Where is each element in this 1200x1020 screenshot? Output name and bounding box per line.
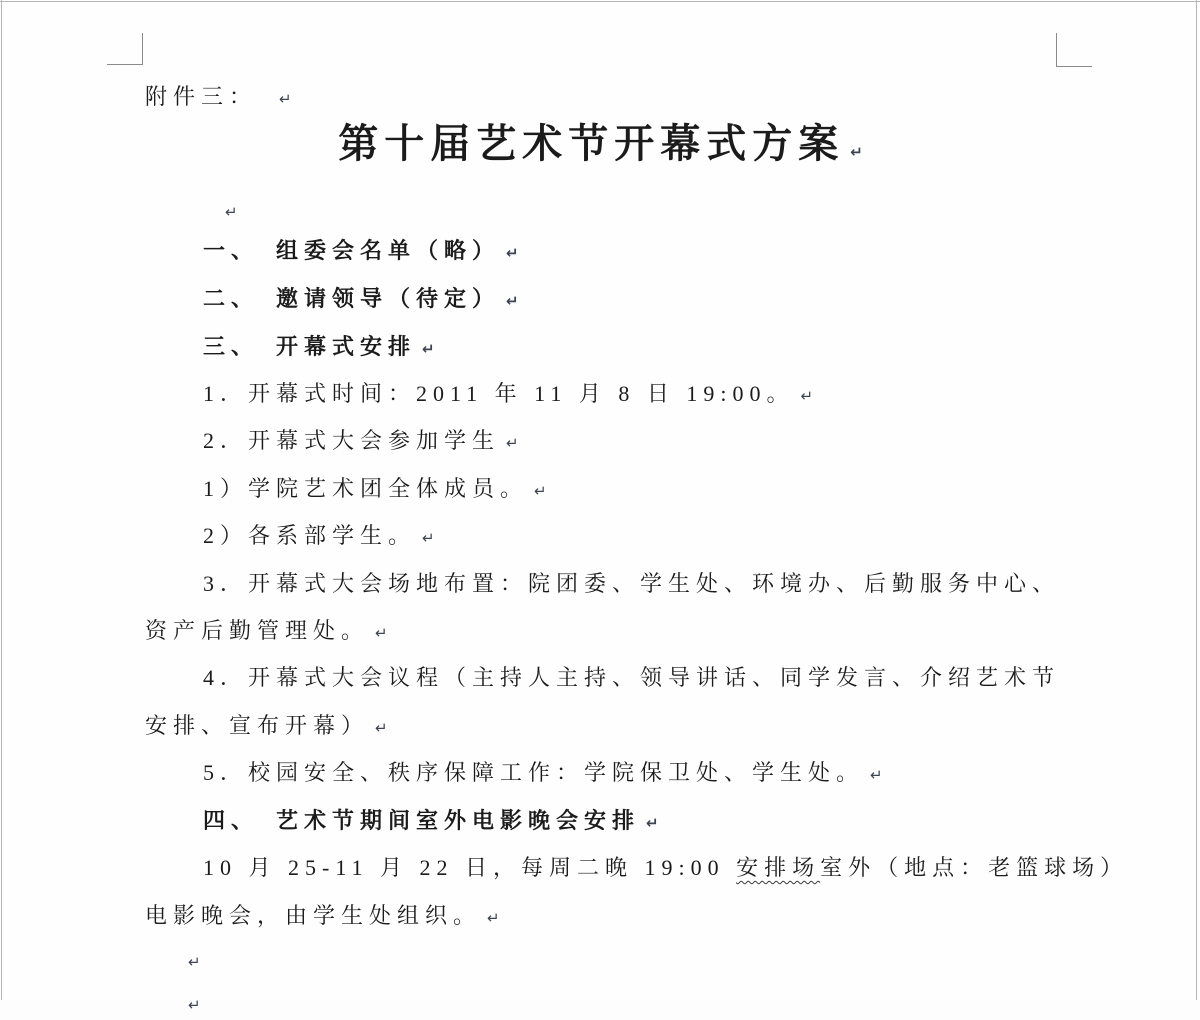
- document-title: 第十届艺术节开幕式方案: [338, 121, 845, 166]
- movie-schedule-post-text: 室外（地点：老篮球场）: [820, 855, 1129, 880]
- paragraph-mark: ↵: [534, 482, 547, 500]
- text-boundary-mark-top-left-horizontal: [107, 64, 143, 65]
- heading-invited-leaders: 二、 邀请领导（待定）: [203, 286, 501, 311]
- body-line-movie-schedule-cont: [145, 901, 500, 933]
- page-edge-left: [1, 0, 2, 1000]
- grammar-check-wavy-text: 安排场: [736, 855, 821, 880]
- heading-line-3: [203, 332, 435, 364]
- attachment-label-line: [145, 82, 292, 114]
- body-line-venue-setup-cont: [145, 616, 388, 648]
- body-line-agenda: [203, 663, 1060, 693]
- text-boundary-mark-top-left-vertical: [142, 33, 143, 65]
- paragraph-mark: ↵: [225, 203, 238, 221]
- paragraph-mark: ↵: [188, 996, 201, 1014]
- ceremony-time-text: 1．开幕式时间：2011 年 11 月 8 日 19:00。: [203, 381, 795, 406]
- participants-text: 2．开幕式大会参加学生: [203, 428, 501, 453]
- venue-setup-text: 3．开幕式大会场地布置：院团委、学生处、环境办、后勤服务中心、: [203, 571, 1061, 596]
- paragraph-mark: ↵: [506, 292, 519, 310]
- body-line-security: [203, 758, 883, 790]
- paragraph-mark: ↵: [375, 719, 388, 737]
- venue-setup-continuation-text: 资产后勤管理处。: [145, 618, 370, 643]
- body-line-venue-setup: [203, 569, 1060, 599]
- departments-text: 2）各系部学生。: [203, 523, 417, 548]
- paragraph-mark: ↵: [188, 953, 201, 971]
- page-edge-top: [0, 1, 1200, 2]
- paragraph-mark: ↵: [506, 434, 519, 452]
- attachment-label: 附件三：: [145, 84, 258, 109]
- heading-committee: 一、 组委会名单（略）: [203, 238, 501, 263]
- empty-paragraph-line: [188, 945, 201, 977]
- security-text: 5．校园安全、秩序保障工作：学院保卫处、学生处。: [203, 760, 865, 785]
- document-title-line: [145, 118, 1056, 178]
- heading-line-4: [203, 806, 659, 838]
- paragraph-mark: ↵: [870, 766, 883, 784]
- paragraph-mark: ↵: [487, 909, 500, 927]
- agenda-continuation-text: 安排、宣布开幕）: [145, 713, 370, 738]
- paragraph-mark: ↵: [422, 340, 435, 358]
- paragraph-mark: ↵: [375, 624, 388, 642]
- paragraph-mark: ↵: [850, 143, 863, 161]
- text-boundary-mark-top-right-vertical: [1056, 33, 1057, 67]
- body-line-departments: [203, 521, 435, 553]
- heading-outdoor-movie: 四、 艺术节期间室外电影晚会安排: [203, 808, 641, 833]
- paragraph-mark: ↵: [506, 244, 519, 262]
- movie-schedule-pre-text: 10 月 25-11 月 22 日，每周二晚 19:00: [203, 855, 737, 880]
- body-line-agenda-cont: [145, 711, 388, 743]
- body-line-participants: [203, 426, 519, 458]
- body-line-art-troupe: [203, 474, 547, 506]
- paragraph-mark: ↵: [800, 387, 814, 405]
- empty-paragraph-line: [225, 195, 238, 227]
- paragraph-mark: ↵: [646, 814, 659, 832]
- paragraph-mark: ↵: [422, 529, 435, 547]
- heading-ceremony-arrangement: 三、 开幕式安排: [203, 334, 417, 359]
- page-edge-right: [1196, 0, 1197, 1000]
- movie-schedule-continuation-text: 电影晚会，由学生处组织。: [145, 903, 482, 928]
- paragraph-mark: ↵: [279, 90, 292, 108]
- heading-line-1: [203, 236, 519, 268]
- art-troupe-text: 1）学院艺术团全体成员。: [203, 476, 529, 501]
- text-boundary-mark-top-right-horizontal: [1056, 66, 1092, 67]
- body-line-time: [203, 379, 813, 411]
- body-line-movie-schedule: [203, 853, 1128, 883]
- heading-line-2: [203, 284, 519, 316]
- empty-paragraph-line: [188, 988, 201, 1020]
- agenda-text: 4．开幕式大会议程（主持人主持、领导讲话、同学发言、介绍艺术节: [203, 665, 1061, 690]
